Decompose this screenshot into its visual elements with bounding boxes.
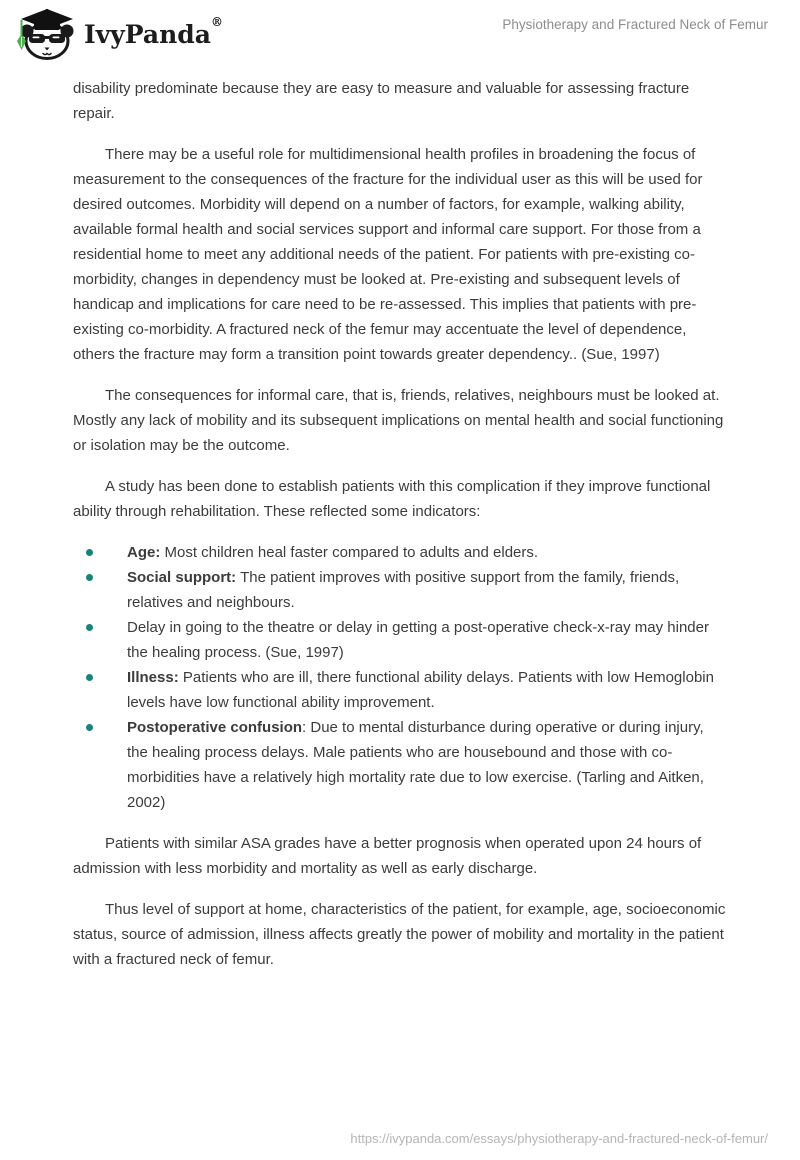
list-item-bold-label: Age: (127, 544, 161, 561)
list-item-text: Patients who are ill, there functional ability delays. Patients with low Hemoglobin levels have low functional ability improvement. (127, 669, 714, 711)
brand-name: IvyPanda® (84, 14, 223, 49)
essay-content (73, 76, 727, 988)
list-item-bold-label: Social support: (127, 569, 237, 586)
list-item-text: The patient improves with positive support from the family, friends, relatives and neighbours. (127, 569, 680, 611)
source-url: https://ivypanda.com/essays/physiotherapy-and-fractured-neck-of-femur/ (350, 1131, 768, 1146)
brand (14, 8, 223, 60)
list-item-bold-label: Illness: (127, 669, 179, 686)
paragraph: disability predominate because they are easy to measure and valuable for assessing fracture repair. (73, 80, 690, 122)
paragraph: The consequences for informal care, that is, friends, relatives, neighbours must be looked at. Mostly any lack of mobility and its subsequent implications on mental health and social functioning or isolation may be the outcome. (73, 387, 724, 454)
list-item (73, 715, 727, 815)
paragraph: A study has been done to establish patients with this complication if they improve functional ability through rehabilitation. These reflected some indicators: (73, 478, 711, 520)
list-item-bold-label: Postoperative confusion (127, 719, 303, 736)
list-item (73, 540, 727, 565)
paragraph: Patients with similar ASA grades have a better prognosis when operated upon 24 hours of admission with less morbidity and mortality as well as early discharge. (73, 835, 702, 877)
paragraph: There may be a useful role for multidimensional health profiles in broadening the focus of measurement to the consequences of the fracture for the individual user as this will be used for desired outcomes. Morbidity will depend on a number of factors, for example, walking ability, available formal health and social services support and informal care support. For those from a residential home to meet any additional needs of the patient. For patients with pre-existing co-morbidity, changes in dependency must be looked at. Pre-existing and subsequent levels of handicap and implications for care need to be re-assessed. This implies that patients with pre-existing co-morbidity. A fractured neck of the femur may accentuate the level of dependence, others the fracture may form a transition point towards greater dependency.. (Sue, 1997) (73, 146, 703, 363)
list-item-text: Most children heal faster compared to adults and elders. (160, 544, 539, 561)
list-item (73, 565, 727, 615)
indicators-list (73, 540, 727, 815)
page-footer (350, 1131, 768, 1146)
list-item-text: : Due to mental disturbance during operative or during injury, the healing process delays. Male patients who are housebound and those with co-morbidities have a relatively high mortality rate due to low exercise. (Tarling and Aitken, 2002) (127, 719, 704, 811)
list-item (73, 615, 727, 665)
page-header (14, 8, 768, 60)
list-item (73, 665, 727, 715)
panda-logo-icon (14, 8, 76, 60)
document-title: Physiotherapy and Fractured Neck of Femur (502, 17, 768, 32)
list-item-text: Delay in going to the theatre or delay in getting a post-operative check-x-ray may hinder the healing process. (Sue, 1997) (127, 619, 709, 661)
registered-trademark: ® (210, 14, 223, 29)
paragraph: Thus level of support at home, characteristics of the patient, for example, age, socioeconomic status, source of admission, illness affects greatly the power of mobility and mortality in the patient with a fractured neck of femur. (73, 901, 726, 968)
